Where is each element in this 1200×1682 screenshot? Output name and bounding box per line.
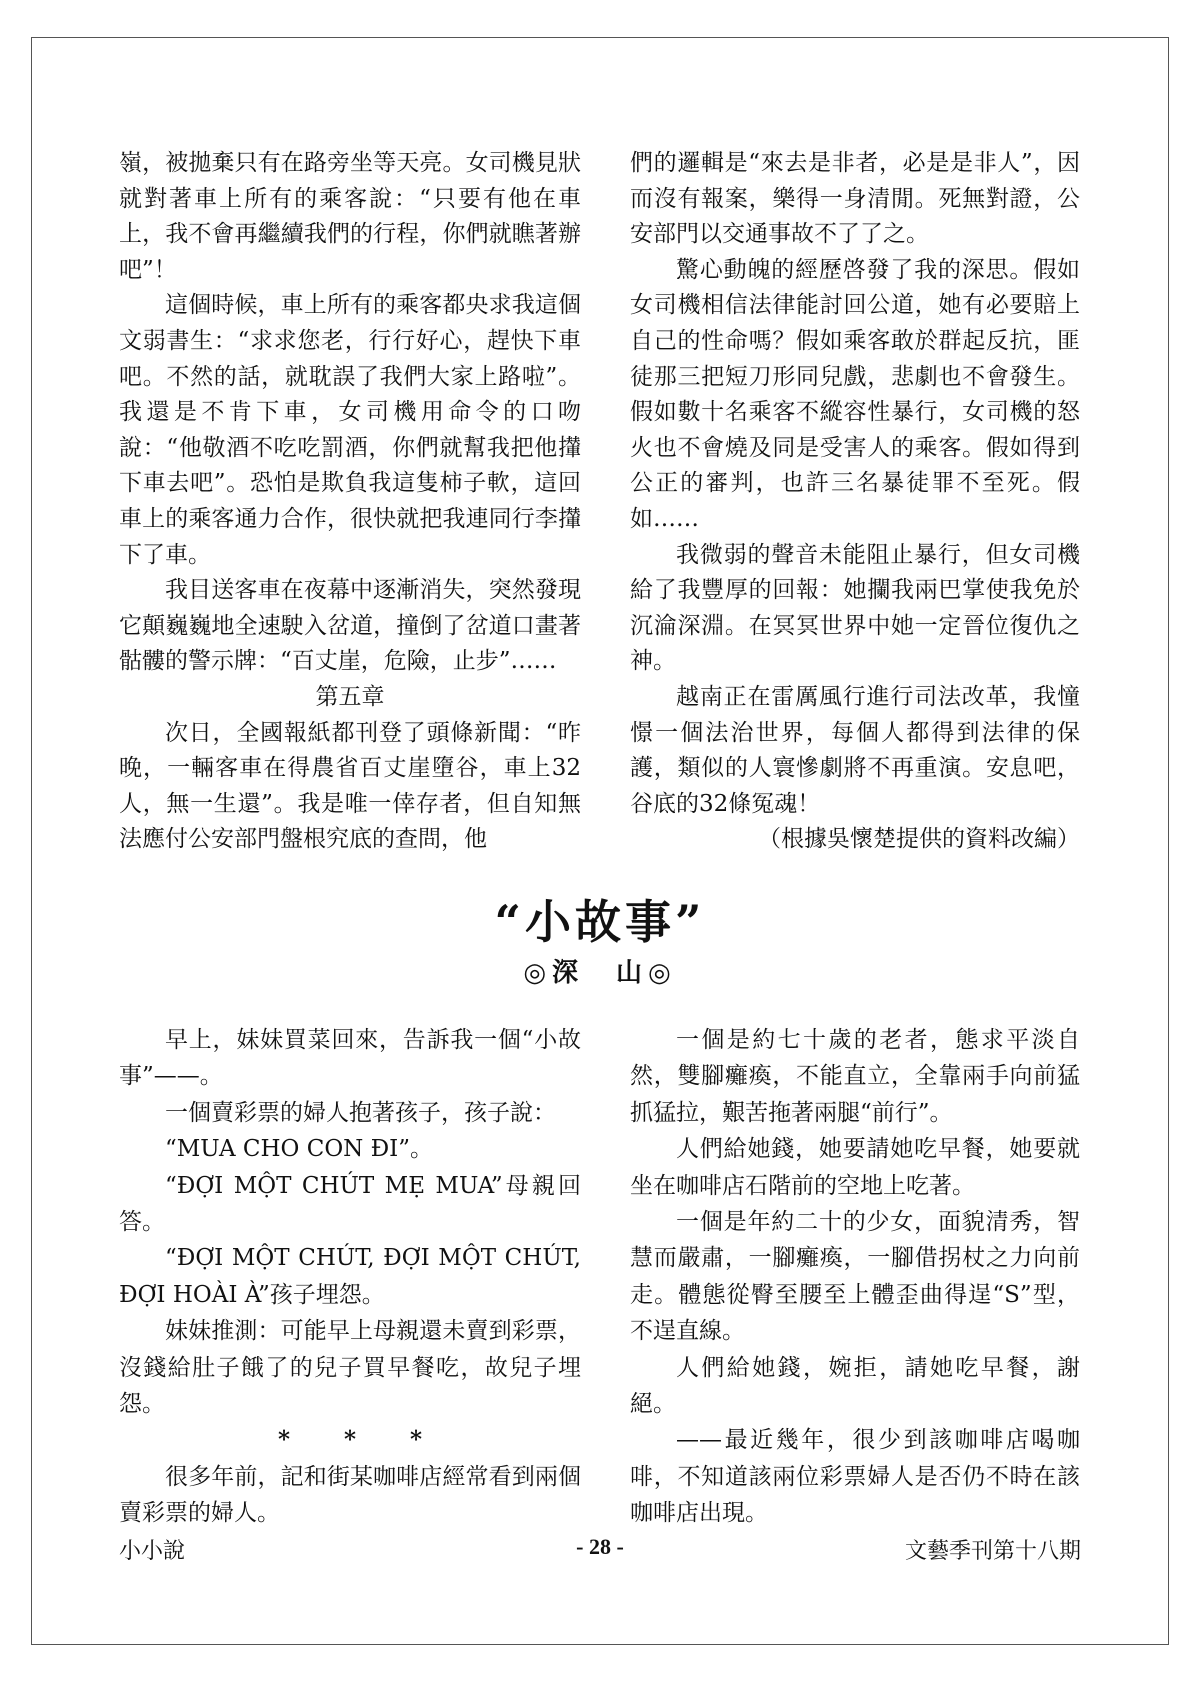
paragraph: 一個是年約二十的少女，面貌清秀，智慧而嚴肅，一腳癱瘓，一腳借拐杖之力向前走。體態從臀至腰至上體歪曲得逞“S”型，不逞直線。 bbox=[630, 1209, 1080, 1345]
paragraph: “ĐỢI MỘT CHÚT MẸ MUA”母親回答。 bbox=[119, 1172, 581, 1236]
star-mark: * bbox=[277, 1426, 291, 1454]
story2-column-right bbox=[630, 1022, 1080, 1532]
paragraph: 人們給她錢，婉拒，請她吃早餐，謝絕。 bbox=[630, 1354, 1080, 1418]
source-note: （根據吳懷楚提供的資料改編） bbox=[758, 826, 1080, 853]
paragraph: 越南正在雷厲風行進行司法改革，我憧憬一個法治世界，每個人都得到法律的保護，類似的人寰慘劇將不再重演。安息吧，谷底的32條冤魂！ bbox=[630, 683, 1080, 817]
paragraph: 很多年前，記和街某咖啡店經常看到兩個賣彩票的婦人。 bbox=[119, 1463, 581, 1527]
star-mark: * bbox=[409, 1426, 423, 1454]
paragraph: 這個時候，車上所有的乘客都央求我這個文弱書生：“求求您老，行行好心，趕快下車吧。不然的話，就耽誤了我們大家上路啦”。我還是不肯下車，女司機用命令的口吻說：“他敬酒不吃吃罰酒，你們就幫我把他攆下車去吧”。恐怕是欺負我這隻柿子軟，這回車上的乘客通力合作，很快就把我連同行李攆下了車。 bbox=[119, 292, 581, 568]
paragraph: 嶺，被拋棄只有在路旁坐等天亮。女司機見狀就對著車上所有的乘客說：“只要有他在車上，我不會再繼續我們的行程，你們就瞧著辦吧”！ bbox=[119, 150, 581, 283]
footer-section-label: 小小說 bbox=[119, 1538, 186, 1563]
star-mark: * bbox=[343, 1426, 357, 1454]
paragraph: 們的邏輯是“來去是非者，必是是非人”，因而沒有報案，樂得一身清閒。死無對證，公安部門以交通事故不了了之。 bbox=[630, 150, 1080, 248]
footer-publication: 文藝季刊第十八期 bbox=[904, 1538, 1081, 1563]
section-separator bbox=[119, 1422, 581, 1458]
story-title: “小故事” bbox=[494, 895, 706, 949]
paragraph: 我微弱的聲音未能阻止暴行，但女司機給了我豐厚的回報：她攔我兩巴掌使我免於沉淪深淵。在冥冥世界中她一定晉位復仇之神。 bbox=[630, 541, 1080, 675]
story-author: ◎深 山◎ bbox=[523, 958, 677, 988]
footer-page-number: - 28 - bbox=[576, 1534, 624, 1559]
paragraph: 一個是約七十歲的老者，態求平淡自然，雙腳癱瘓，不能直立，全靠兩手向前猛抓猛拉，艱苦拖著兩腿“前行”。 bbox=[630, 1027, 1080, 1126]
paragraph: “MUA CHO CON ĐI”。 bbox=[165, 1136, 434, 1163]
paragraph: 次日，全國報紙都刊登了頭條新聞：“昨晚，一輛客車在得農省百丈崖墮谷，車上32人，無一生還”。我是唯一倖存者，但自知無法應付公安部門盤根究底的查問，他 bbox=[119, 719, 581, 853]
paragraph: 人們給她錢，她要請她吃早餐，她要就坐在咖啡店石階前的空地上吃著。 bbox=[630, 1136, 1080, 1199]
story1-column-left bbox=[119, 146, 581, 858]
story2-column-left bbox=[119, 1022, 581, 1532]
story1-column-right bbox=[630, 146, 1080, 858]
paragraph: 一個賣彩票的婦人抱著孩子，孩子說： bbox=[165, 1099, 556, 1126]
paragraph: 妹妹推測：可能早上母親還未賣到彩票，沒錢給肚子餓了的兒子買早餐吃，故兒子埋怨。 bbox=[119, 1318, 581, 1418]
paragraph: 早上，妹妹買菜回來，告訴我一個“小故事”——。 bbox=[119, 1027, 581, 1090]
paragraph: 我目送客車在夜幕中逐漸消失，突然發現它顛巍巍地全速駛入岔道，撞倒了岔道口畫著骷髏的警示牌：“百丈崖，危險，止步”…… bbox=[119, 577, 581, 675]
chapter-heading: 第五章 bbox=[315, 683, 385, 710]
paragraph: ——最近幾年，很少到該咖啡店喝咖啡，不知道該兩位彩票婦人是否仍不時在該咖啡店出現。 bbox=[630, 1427, 1080, 1527]
paragraph: “ĐỢI MỘT CHÚT, ĐỢI MỘT CHÚT, ĐỢI HOÀI À”孩子埋怨。 bbox=[119, 1245, 581, 1308]
paragraph: 驚心動魄的經歷啓發了我的深思。假如女司機相信法律能討回公道，她有必要賠上自己的性命嗎？假如乘客敢於群起反抗，匪徒那三把短刀形同兒戲，悲劇也不會發生。假如數十名乘客不縱容性暴行，女司機的怒火也不會燒及同是受害人的乘客。假如得到公正的審判，也許三名暴徒罪不至死。假如…… bbox=[630, 256, 1080, 532]
